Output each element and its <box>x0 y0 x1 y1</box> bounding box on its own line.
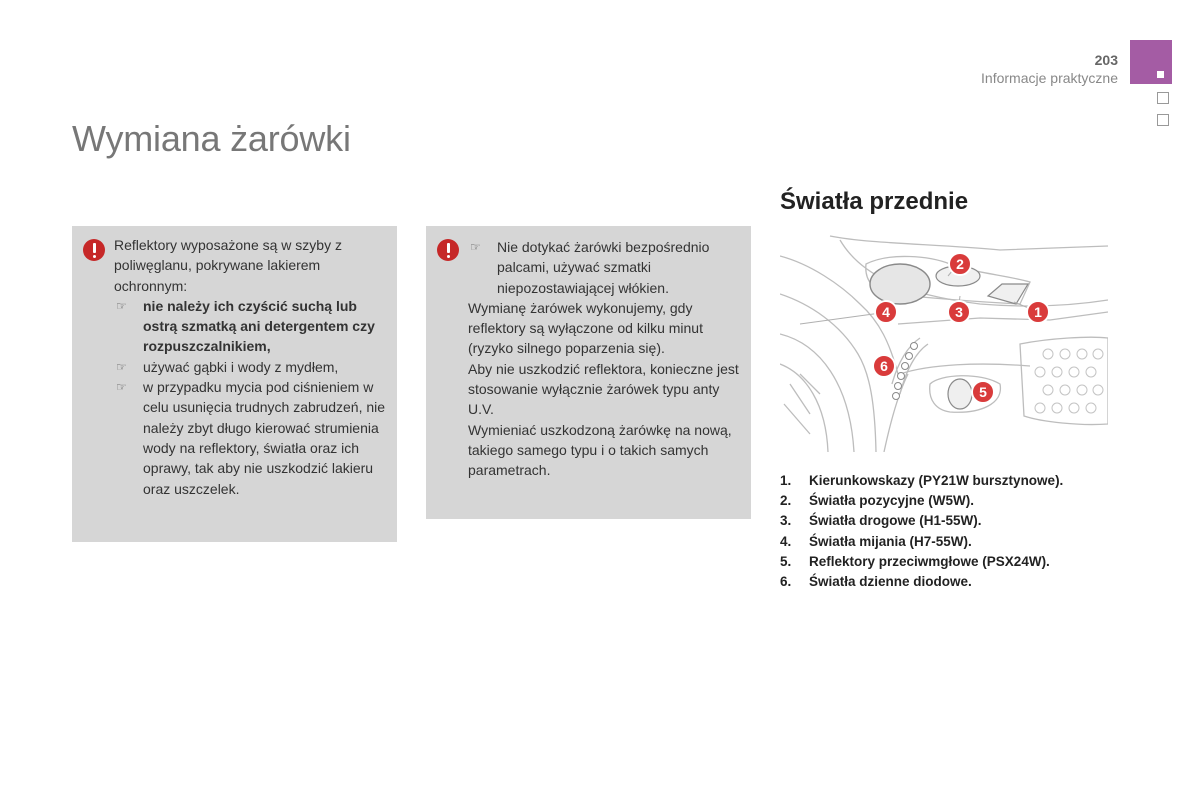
warning-bullet: ☞ nie należy ich czyścić suchą lub ostrą szmatką ani detergentem czy rozpuszczalnikiem, <box>116 297 375 355</box>
warning-paragraph: Wymianę żarówek wykonujemy, gdy reflektory są wyłączone od kilku minut (ryzyko silnego poparzenia się). <box>468 299 703 357</box>
warning-exclamation-icon <box>437 239 459 261</box>
callout-2 <box>949 253 971 275</box>
svg-text:1: 1 <box>1034 304 1042 320</box>
page-number: 203 <box>1094 52 1118 68</box>
legend-item: 3. Światła drogowe (H1-55W). <box>780 513 982 529</box>
tab-square-icon <box>1157 114 1169 126</box>
car-front-illustration <box>780 234 1108 452</box>
svg-text:2: 2 <box>956 256 964 272</box>
section-heading: Światła przednie <box>780 188 969 215</box>
section-label: Informacje praktyczne <box>981 70 1118 86</box>
pointing-hand-icon: ☞ <box>116 380 127 395</box>
pointing-hand-icon: ☞ <box>116 298 127 313</box>
legend-item: 4. Światła mijania (H7-55W). <box>780 533 972 549</box>
svg-text:5: 5 <box>979 384 987 400</box>
callout-4 <box>875 301 897 323</box>
callout-3 <box>948 301 970 323</box>
warning-box-polycarbonate <box>72 226 397 542</box>
legend-item: 5. Reflektory przeciwmgłowe (PSX24W). <box>780 553 1050 569</box>
warning-box-bulb-handling <box>426 226 751 519</box>
bulb-legend-list <box>780 471 1063 592</box>
warning-bullet: ☞ w przypadku mycia pod ciśnieniem w celu usunięcia trudnych zabrudzeń, nie należy zbyt długo kierować strumienia wody na reflektory, światła oraz ich oprawy, tak aby nie uszkodzić lakieru oraz uszczelek. <box>116 379 386 497</box>
warning-intro: Reflektory wyposażone są w szyby z poliwęglanu, pokrywane lakierem ochronnym: <box>114 237 342 294</box>
warning-bullet: ☞ Nie dotykać żarówki bezpośrednio palcami, używać szmatki niepozostawiającej włókien. <box>470 239 710 296</box>
legend-item: 2. Światła pozycyjne (W5W). <box>780 493 975 509</box>
pointing-hand-icon: ☞ <box>470 240 481 254</box>
active-tab-dot <box>1157 71 1164 78</box>
warning-text <box>468 237 743 481</box>
warning-bullet: ☞ używać gąbki i wody z mydłem, <box>114 357 389 377</box>
svg-text:4: 4 <box>882 304 890 320</box>
legend-item: 6. Światła dzienne diodowe. <box>780 574 972 590</box>
warning-exclamation-icon <box>83 239 105 261</box>
legend-item: 1. Kierunkowskazy (PY21W bursztynowe). <box>780 473 1064 488</box>
callout-1 <box>1027 301 1049 323</box>
warning-text <box>114 235 389 499</box>
warning-paragraph: Wymieniać uszkodzoną żarówkę na nową, takiego samego typu i o takich samych parametrach. <box>468 421 732 479</box>
callout-5 <box>972 381 994 403</box>
section-tab-marker <box>1130 40 1172 84</box>
tab-square-icon <box>1157 92 1169 104</box>
page-title: Wymiana żarówki <box>72 118 351 159</box>
svg-text:6: 6 <box>880 358 888 374</box>
svg-text:3: 3 <box>955 304 963 320</box>
pointing-hand-icon: ☞ <box>116 359 127 374</box>
warning-paragraph: Aby nie uszkodzić reflektora, konieczne jest stosowanie wyłącznie żarówek typu anty U.V. <box>468 360 739 418</box>
callout-6 <box>873 355 895 377</box>
